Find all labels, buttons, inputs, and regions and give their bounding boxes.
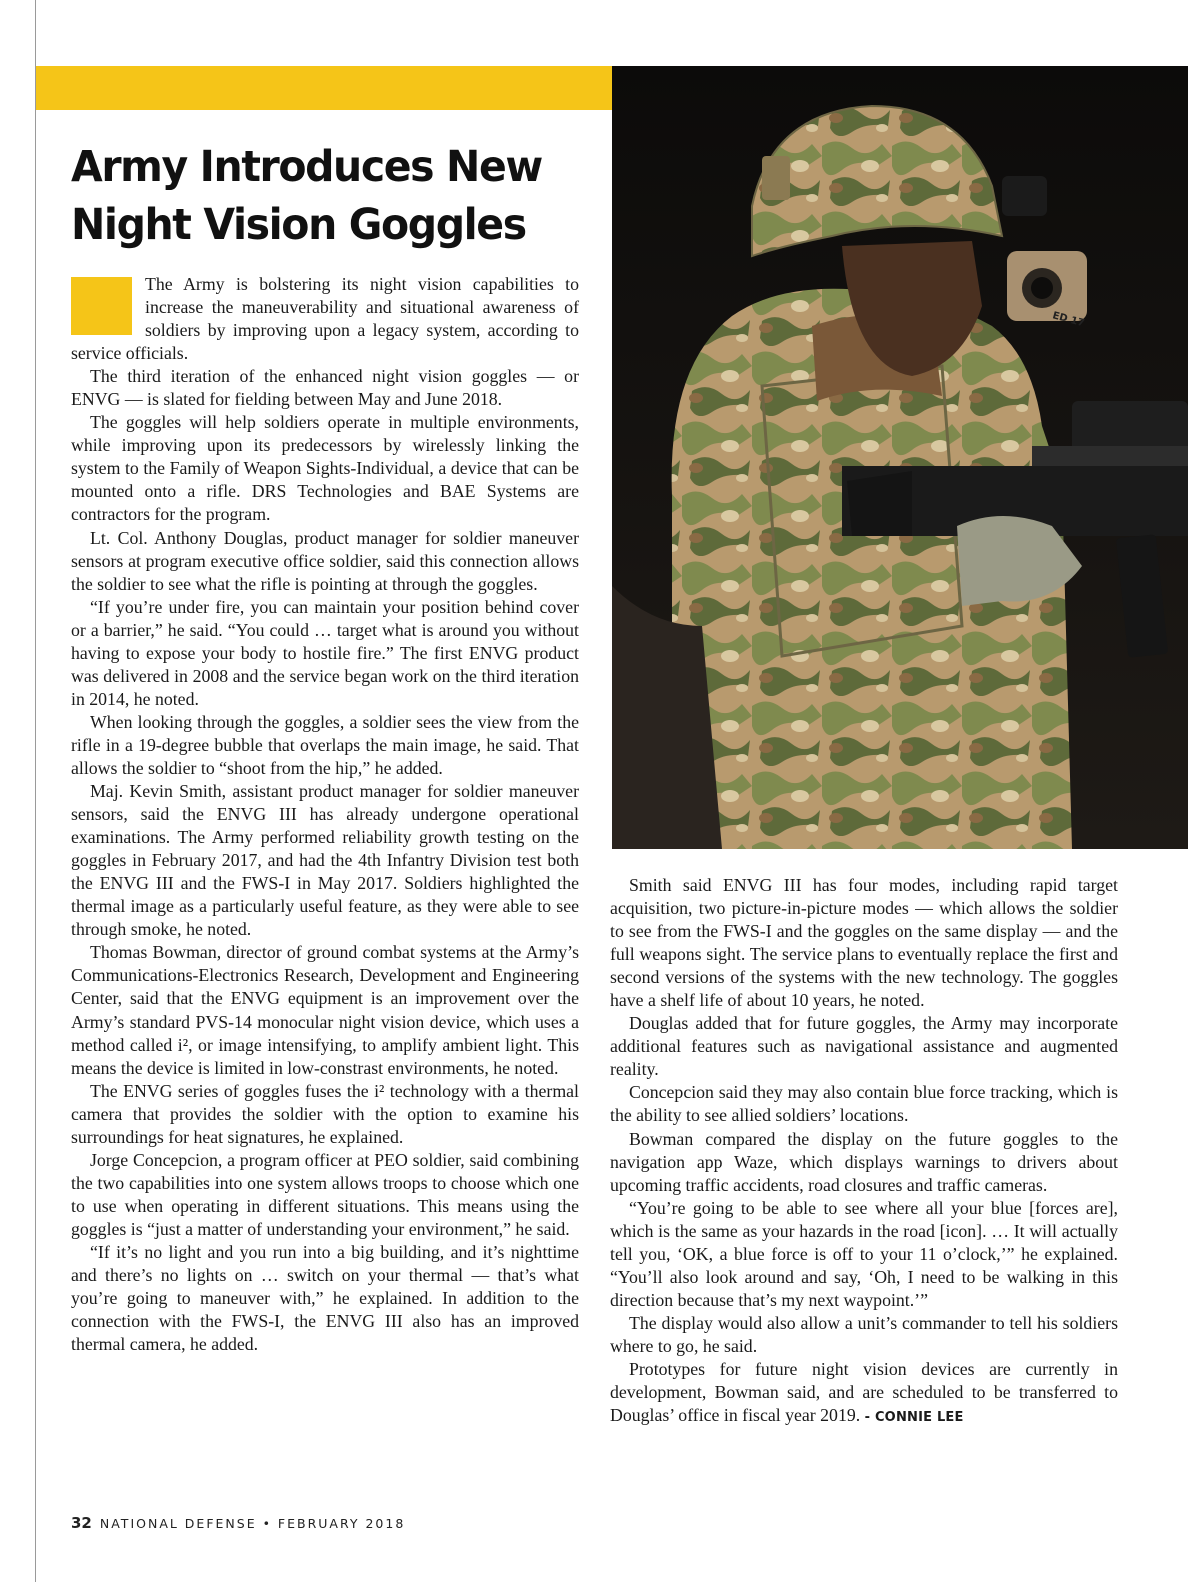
paragraph: The ENVG series of goggles fuses the i² technology with a thermal camera that provides the soldier with the option to examine his surroundings for heat signatures, he explained. <box>71 1080 579 1147</box>
last-paragraph <box>610 1358 1118 1429</box>
title-line-2: Night Vision Goggles <box>71 198 526 250</box>
publication-info: NATIONAL DEFENSE • FEBRUARY 2018 <box>99 1516 406 1531</box>
soldier-photo <box>612 66 1188 849</box>
header-accent-bar <box>36 66 612 110</box>
byline: - CONNIE LEE <box>864 1410 964 1426</box>
article-column-right <box>610 874 1118 1429</box>
paragraph: Bowman compared the display on the future goggles to the navigation app Waze, which displays warnings to drivers about upcoming traffic accidents, road closures and traffic cameras. <box>610 1128 1118 1195</box>
paragraph: The Army is bolstering its night vision capabilities to increase the maneuverability and situational awareness of soldiers by improving upon a legacy system, according to service officials. <box>71 274 579 364</box>
paragraph: “You’re going to be able to see where all your blue [forces are], which is the same as your hazards in the road [icon]. … It will actually tell you, ‘OK, a blue force is off to your 11 o’clock,’” he explained. “You’ll also look around and say, ‘Oh, I need to be walking in this direction because that’s my next waypoint.’” <box>610 1197 1118 1310</box>
page-footer <box>71 1514 405 1532</box>
page-margin-line <box>35 0 36 1582</box>
paragraph: When looking through the goggles, a soldier sees the view from the rifle in a 19-degree bubble that overlaps the main image, he said. That allows the soldier to “shoot from the hip,” he added. <box>71 711 579 778</box>
article-column-left <box>71 273 579 1356</box>
paragraph: Lt. Col. Anthony Douglas, product manager for soldier maneuver sensors at program executive office soldier, said this connection allows the soldier to see what the rifle is pointing at through the goggles. <box>71 527 579 594</box>
paragraph: Douglas added that for future goggles, the Army may incorporate additional features such as navigational assistance and augmented reality. <box>610 1013 1118 1080</box>
paragraph: Thomas Bowman, director of ground combat systems at the Army’s Communications-Electronics Research, Development and Engineering Center, said that the ENVG equipment is an improvement over the Army’s standard PVS-14 monocular night vision device, which uses a method called i², or image intensifying, to amplify ambient light. This means the device is limited in low-constrast environments, he noted. <box>71 942 579 1078</box>
helmet-label: ED 17 <box>1051 310 1086 330</box>
page-number: 32 <box>71 1514 92 1532</box>
paragraph-text: Prototypes for future night vision devices are currently in development, Bowman said, and are scheduled to be transferred to Douglas’ office in fiscal year 2019. <box>610 1358 1118 1426</box>
title-line-1: Army Introduces New <box>71 141 542 192</box>
paragraph: “If it’s no light and you run into a big building, and it’s nighttime and there’s no lights on … switch on your thermal — that’s what you’re going to maneuver with,” he explained. In addition to the connection with the FWS-I, the ENVG III also has an improved thermal camera, he added. <box>71 1241 579 1355</box>
paragraph: Maj. Kevin Smith, assistant product manager for soldier maneuver sensors, said the ENVG III has already undergone operational examinations. The Army performed reliability growth testing on the goggles in February 2017, and had the 4th Infantry Division test both the ENVG III and the FWS-I in May 2017. Soldiers highlighted the thermal image as a particularly useful feature, as they were able to see through smoke, he noted. <box>71 781 579 940</box>
paragraph: The third iteration of the enhanced night vision goggles — or ENVG — is slated for fielding between May and June 2018. <box>71 366 579 410</box>
drop-cap-spacer <box>71 273 145 341</box>
paragraph: Concepcion said they may also contain blue force tracking, which is the ability to see allied soldiers’ locations. <box>610 1082 1118 1126</box>
paragraph: Smith said ENVG III has four modes, including rapid target acquisition, two picture-in-picture modes — which allows the soldier to see from the FWS-I and the goggles on the same display — and the full weapons sight. The service plans to eventually replace the first and second versions of the systems with the new technology. The goggles have a shelf life of about 10 years, he noted. <box>610 875 1118 1011</box>
article-title <box>71 138 611 254</box>
paragraph: “If you’re under fire, you can maintain your position behind cover or a barrier,” he said. “You could … target what is around you without having to expose your body to hostile fire.” The first ENVG product was delivered in 2008 and the service began work on the third iteration in 2014, he noted. <box>71 596 579 709</box>
paragraph: The goggles will help soldiers operate in multiple environments, while improving upon its predecessors by wirelessly linking the system to the Family of Weapon Sights-Individual, a device that can be mounted onto a rifle. DRS Technologies and BAE Systems are contractors for the program. <box>71 412 579 525</box>
paragraph: The display would also allow a unit’s commander to tell his soldiers where to go, he said. <box>610 1312 1118 1356</box>
paragraph: Jorge Concepcion, a program officer at PEO soldier, said combining the two capabilities into one system allows troops to choose which one to use when operating in different situations. This means using the goggles is “just a matter of understanding your environment,” he said. <box>71 1149 579 1239</box>
